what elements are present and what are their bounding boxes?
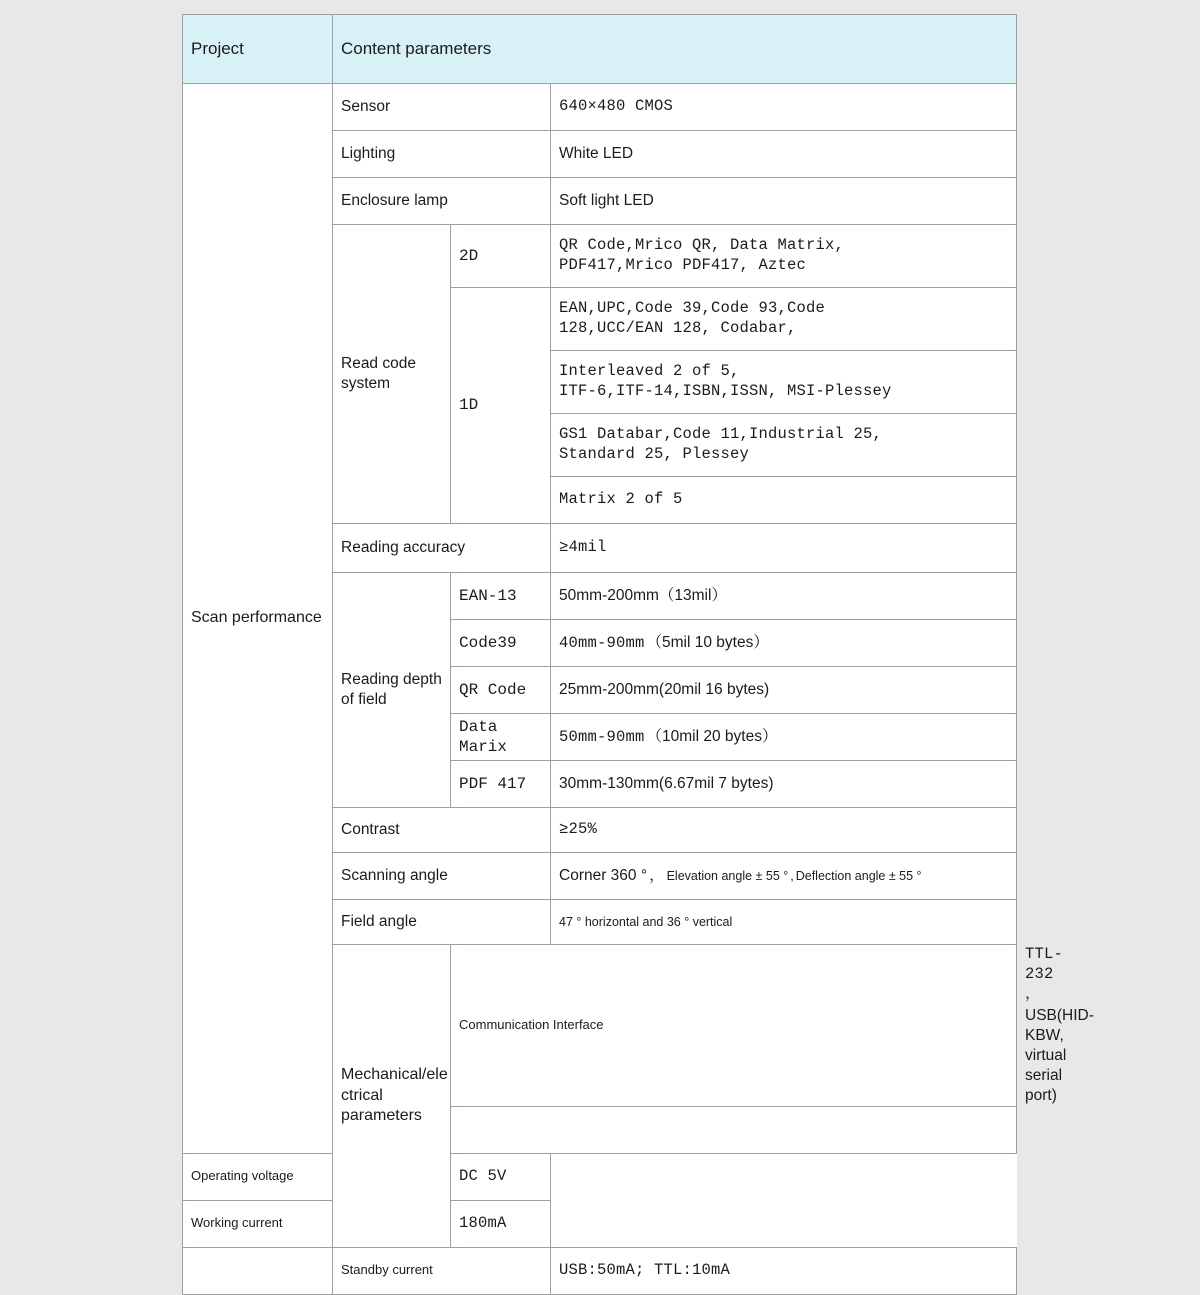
row-value-standby-current: USB:50mA; TTL:10mA	[551, 1247, 1017, 1294]
depth-item-value: 50mm-200mm（13mil）	[551, 573, 1017, 620]
row-label-scanning-angle: Scanning angle	[333, 853, 551, 900]
row-value-1d-c: GS1 Databar,Code 11,Industrial 25, Standard 25, Plessey	[551, 414, 1017, 477]
table-row	[183, 84, 1017, 131]
row-value-1d-d: Matrix 2 of 5	[551, 477, 1017, 524]
table-row	[183, 1247, 1017, 1294]
depth-item-value: 30mm-130mm(6.67mil 7 bytes)	[551, 761, 1017, 808]
row-label-blank	[451, 1106, 1017, 1153]
section-scan-performance: Scan performance	[183, 84, 333, 1154]
depth-item-value: 40mm-90mm （5mil 10 bytes）	[551, 620, 1017, 667]
depth-item-value: 25mm-200mm(20mil 16 bytes)	[551, 667, 1017, 714]
row-label-standby-current: Standby current	[333, 1247, 551, 1294]
row-label-reading-accuracy: Reading accuracy	[333, 524, 551, 573]
spec-sheet-page	[182, 14, 1094, 1279]
row-value-field-angle: 47 ° horizontal and 36 ° vertical	[551, 900, 1017, 945]
depth-item-name: Data Marix	[451, 714, 551, 761]
table-header-row	[183, 15, 1017, 84]
row-label-1d: 1D	[451, 288, 551, 524]
row-value-contrast: ≥25%	[551, 808, 1017, 853]
depth-item-value: 50mm-90mm （10mil 20 bytes）	[551, 714, 1017, 761]
row-value-1d-a: EAN,UPC,Code 39,Code 93,Code 128,UCC/EAN 128, Codabar,	[551, 288, 1017, 351]
row-label-field-angle: Field angle	[333, 900, 551, 945]
table-row	[183, 1200, 1017, 1247]
row-value-1d-b: Interleaved 2 of 5, ITF-6,ITF-14,ISBN,ISSN, MSI-Plessey	[551, 351, 1017, 414]
table-row: Mechanical/ele ctrical parameters Communication Interface TTL-232 ， USB(HID-KBW, virtual serial port)	[183, 945, 1017, 1107]
row-label-working-current: Working current	[183, 1200, 451, 1247]
table-row	[183, 1153, 1017, 1200]
header-content-parameters: Content parameters	[333, 15, 1017, 84]
depth-item-name: PDF 417	[451, 761, 551, 808]
row-value-scanning-angle: Corner 360 ° ， Elevation angle ± 55 ° , Deflection angle ± 55 °	[551, 853, 1017, 900]
row-value-reading-accuracy: ≥4mil	[551, 524, 1017, 573]
section-mechanical-continued	[183, 1247, 333, 1294]
row-value-operating-voltage: DC 5V	[451, 1153, 551, 1200]
row-label-contrast: Contrast	[333, 808, 551, 853]
row-label-reading-depth: Reading depth of field	[333, 573, 451, 808]
specification-table	[182, 14, 1094, 1295]
row-label-sensor: Sensor	[333, 84, 551, 131]
row-value-working-current: 180mA	[451, 1200, 551, 1247]
depth-item-name: EAN-13	[451, 573, 551, 620]
row-label-enclosure-lamp: Enclosure lamp	[333, 178, 551, 225]
depth-item-name: QR Code	[451, 667, 551, 714]
row-label-operating-voltage: Operating voltage	[183, 1153, 451, 1200]
row-label-lighting: Lighting	[333, 131, 551, 178]
section-mechanical-parameters: Mechanical/ele ctrical parameters	[333, 945, 451, 1248]
depth-item-name: Code39	[451, 620, 551, 667]
row-value-sensor: 640×480 CMOS	[551, 84, 1017, 131]
row-value-enclosure-lamp: Soft light LED	[551, 178, 1017, 225]
row-value-lighting: White LED	[551, 131, 1017, 178]
row-label-communication-interface: Communication Interface	[451, 945, 1017, 1107]
row-label-read-code-system: Read code system	[333, 225, 451, 524]
row-value-2d: QR Code,Mrico QR, Data Matrix, PDF417,Mrico PDF417, Aztec	[551, 225, 1017, 288]
header-project: Project	[183, 15, 333, 84]
row-label-2d: 2D	[451, 225, 551, 288]
